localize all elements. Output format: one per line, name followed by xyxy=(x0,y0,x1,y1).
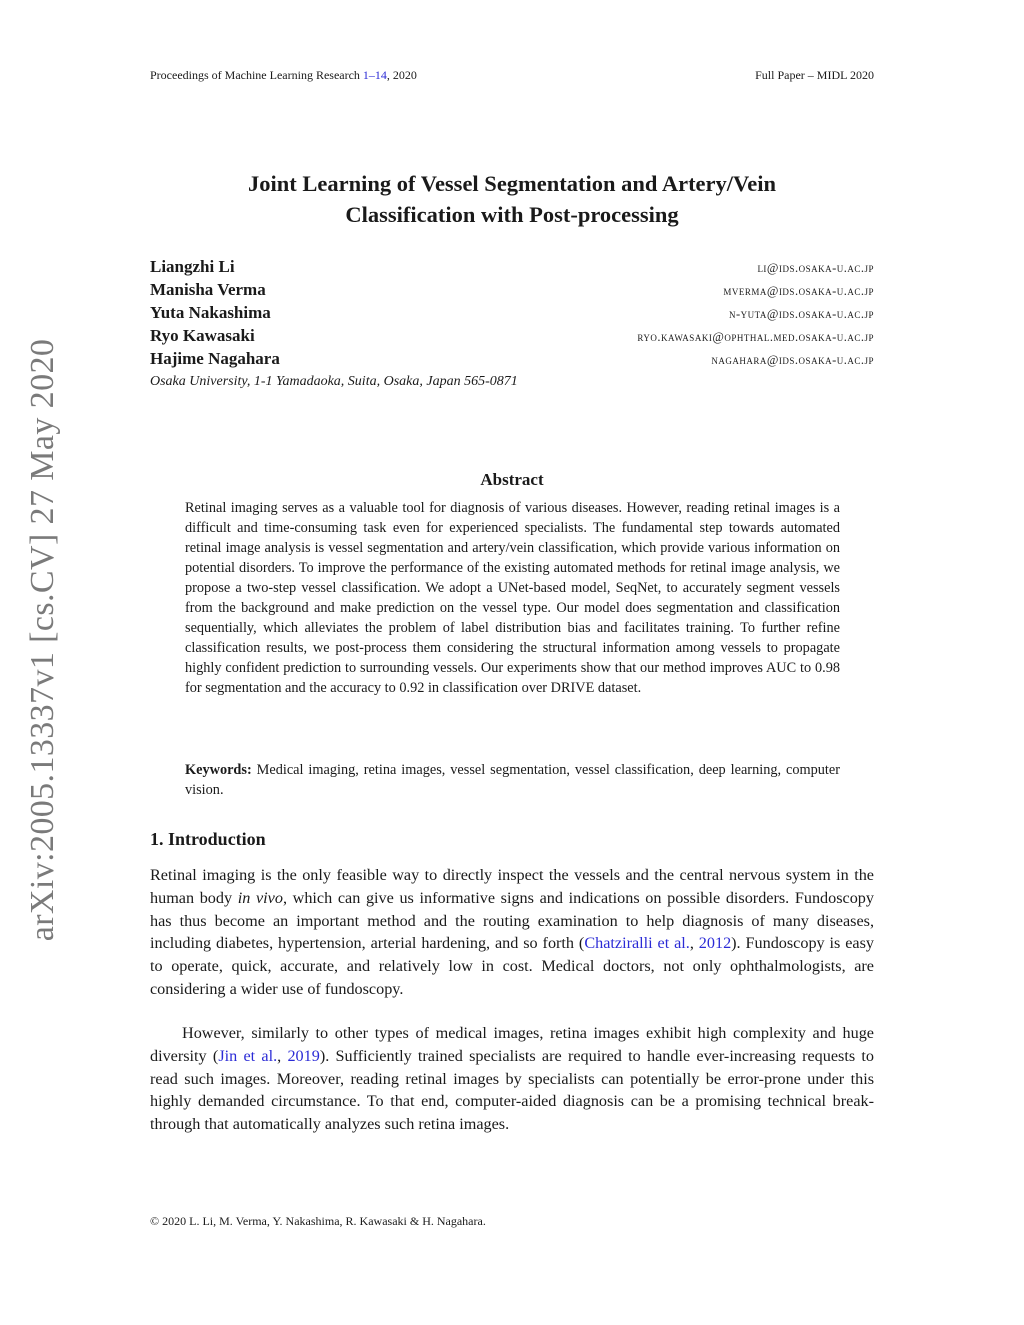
author-email: n-yuta@ids.osaka-u.ac.jp xyxy=(728,307,874,321)
author-email: nagahara@ids.osaka-u.ac.jp xyxy=(711,353,874,367)
citation-link[interactable]: Chatziralli et al. xyxy=(584,934,690,953)
keywords xyxy=(185,760,840,800)
citation-year-link[interactable]: 2012 xyxy=(698,934,732,953)
author-name: Ryo Kawasaki xyxy=(150,326,255,345)
citation-link[interactable]: Jin et al. xyxy=(218,1046,278,1065)
text-run: , which can give us informative signs and indications on possible disorders. Fundoscopy has thus become an important method and the routing examination to help diagnosis of many diseases, including diabetes, hypertension, arterial hardening, and so forth ( xyxy=(150,888,874,953)
arxiv-identifier: arXiv:2005.13337v1 [cs.CV] 27 May 2020 xyxy=(24,338,61,942)
title-line-1: Joint Learning of Vessel Segmentation and Artery/Vein xyxy=(248,171,776,196)
text-run: , xyxy=(277,1046,288,1065)
title-line-2: Classification with Post-processing xyxy=(345,202,679,227)
paper-title xyxy=(150,168,874,230)
intro-paragraph-1 xyxy=(150,864,874,1001)
author-name: Hajime Nagahara xyxy=(150,349,280,368)
text-run: ). Fundoscopy is easy to operate, quick, accurate, and relatively low in cost. Medical doctors, not only ophthalmologists, are considering a wider use of fundoscopy. xyxy=(150,934,875,998)
text-italic: in vivo xyxy=(237,888,283,907)
abstract-heading: Abstract xyxy=(480,470,544,489)
keywords-label: Keywords: xyxy=(185,762,252,778)
citation-year-link[interactable]: 2019 xyxy=(287,1046,320,1065)
text-run: ). Sufficiently trained specialists are required to handle ever-increasing requests to read such images. Moreover, reading retinal images by specialists can potentially be error-prone under this highly demanded circumstance. To that end, computer-aided diagnosis can be a promising technical break-through that automatically analyzes such retina images. xyxy=(150,1046,874,1134)
header-pages-link[interactable]: 1–14 xyxy=(362,68,387,82)
running-header-right: Full Paper – MIDL 2020 xyxy=(755,68,874,82)
affiliation: Osaka University, 1-1 Yamadaoka, Suita, Osaka, Japan 565-0871 xyxy=(150,374,518,389)
author-email: ryo.kawasaki@ophthal.med.osaka-u.ac.jp xyxy=(637,330,874,344)
intro-paragraph-2 xyxy=(150,1022,874,1136)
author-name: Yuta Nakashima xyxy=(150,303,271,322)
keywords-list: Medical imaging, retina images, vessel segmentation, vessel classification, deep learning, computer vision. xyxy=(185,762,840,798)
abstract-text: Retinal imaging serves as a valuable tool for diagnosis of various diseases. However, reading retinal images is a difficult and time-consuming task even for experienced specialists. The fundamental step towards automated retinal image analysis is vessel segmentation and artery/vein classification, which provide various information on potential disorders. To improve the performance of the existing automated methods for retinal image analysis, we propose a two-step vessel classification. We adopt a UNet-based model, SeqNet, to accurately segment vessels from the background and make prediction on the vessel type. Our model does segmentation and classification sequentially, which alleviates the problem of label distribution bias and facilitates training. To further refine classification results, we post-process them considering the structural information among vessels to propagate highly confident prediction to surrounding vessels. Our experiments show that our method improves AUC to 0.98 for segmentation and the accuracy to 0.92 in classification over DRIVE dataset. xyxy=(185,500,840,696)
author-name: Liangzhi Li xyxy=(150,257,235,276)
copyright-footer: © 2020 L. Li, M. Verma, Y. Nakashima, R. Kawasaki & H. Nagahara. xyxy=(150,1214,486,1228)
author-email: mverma@ids.osaka-u.ac.jp xyxy=(723,284,874,298)
text-run: , xyxy=(689,934,699,953)
text-run: However, similarly to other types of medical images, retina images exhibit high complexity and huge diversity ( xyxy=(150,1024,874,1065)
header-prefix: Proceedings of Machine Learning Research xyxy=(150,68,363,82)
running-header-left xyxy=(150,68,417,83)
section-heading-introduction: 1. Introduction xyxy=(150,829,266,849)
author-email: li@ids.osaka-u.ac.jp xyxy=(757,261,874,275)
author-name: Manisha Verma xyxy=(150,280,266,299)
text-run: Retinal imaging is the only feasible way to directly inspect the vessels and the central nervous system in the human body xyxy=(150,866,874,907)
header-suffix: , 2020 xyxy=(386,68,417,82)
arxiv-sidebar xyxy=(18,340,68,940)
